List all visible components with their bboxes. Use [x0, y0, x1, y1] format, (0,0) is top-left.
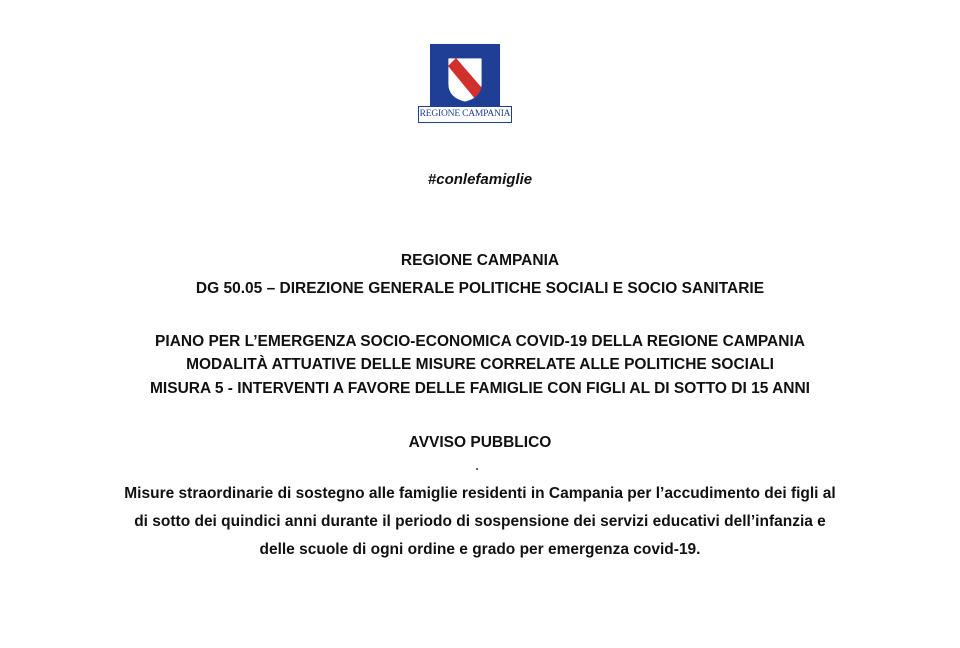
notice-body-line-2: di sotto dei quindici anni durante il periodo di sospensione dei servizi educativi dell’infanzia e [134, 513, 826, 530]
notice-title: AVVISO PUBBLICO [408, 434, 552, 451]
logo-caption: REGIONE CAMPANIA [418, 106, 512, 123]
notice-body-line-3: delle scuole di ogni ordine e grado per emergenza covid-19. [259, 541, 701, 558]
plan-title-line-2: MODALITÀ ATTUATIVE DELLE MISURE CORRELATE ALLE POLITICHE SOCIALI [186, 356, 774, 373]
plan-title-line-1: PIANO PER L’EMERGENZA SOCIO-ECONOMICA COVID-19 DELLA REGIONE CAMPANIA [155, 333, 805, 350]
department-title: DG 50.05 – DIREZIONE GENERALE POLITICHE SOCIALI E SOCIO SANITARIE [195, 280, 765, 297]
plan-title-line-3: MISURA 5 - INTERVENTI A FAVORE DELLE FAMIGLIE CON FIGLI AL DI SOTTO DI 15 ANNI [150, 380, 810, 397]
hashtag: #conlefamiglie [427, 171, 533, 188]
region-title: REGIONE CAMPANIA [400, 252, 560, 269]
separator-dot [476, 468, 478, 470]
notice-body-line-1: Misure straordinarie di sostegno alle famiglie residenti in Campania per l’accudimento dei figli al [124, 485, 836, 502]
